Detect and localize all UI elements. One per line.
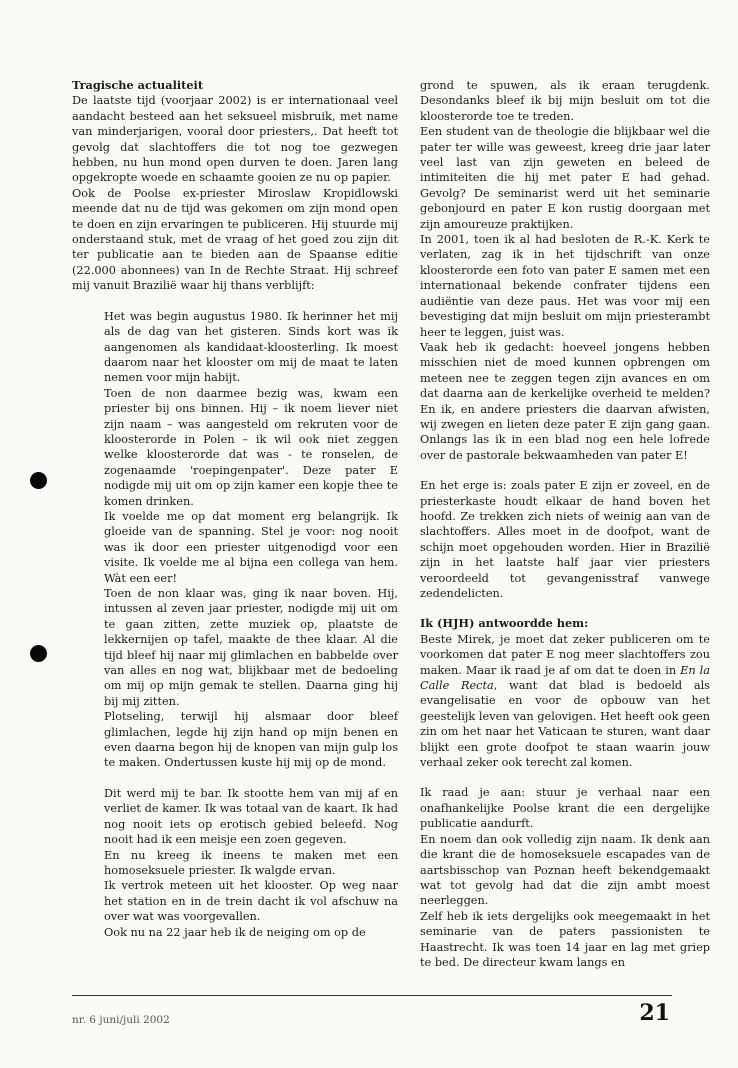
answer-heading: Ik (HJH) antwoordde hem: (420, 616, 589, 631)
answer-text-end: , want dat blad is bedoeld als evangelisatie en voor de opbouw van het geestelijk leven van gelovigen. Het heeft ook geen zin om het naar het Vaticaan te sturen, want daar blijkt een grote doofpot te staan waarin jouw verhaal zeker ook terecht zal komen. (420, 679, 710, 770)
letter-paragraph: En het erge is: zoals pater E zijn er zoveel, en de priesterkaste houdt elkaar de hand boven het hoofd. Ze trekken zich niets of weinig aan van de slachtoffers. Alles moet in de doofpot, want de schijn moet opgehouden worden. Hier in Brazilië zijn in het laatste half jaar vier priesters veroordeeld tot gevangenisstraf vanwege zedendelicten. (420, 479, 710, 600)
issue-label: nr. 6 juni/juli 2002 (72, 1014, 170, 1026)
left-column (72, 78, 398, 940)
answer-text-start: Beste Mirek, je moet dat zeker publiceren om te voorkomen dat pater E nog meer slachtoffers zou maken. Maar ik raad je af om dat te doen in (420, 632, 710, 677)
magazine-title: En la Calle Recta (420, 663, 710, 693)
answer-paragraph: Zelf heb ik iets dergelijks ook meegemaakt in het seminarie van de paters passionisten te Haastrecht. Ik was toen 14 jaar en lag met griep te bed. De directeur kwam langs en (420, 909, 710, 969)
letter-paragraph: Vaak heb ik gedacht: hoeveel jongens hebben misschien niet de moed kunnen opbrengen om meteen nee te zeggen tegen zijn avances en om dat daarna aan de kerkelijke overheid te melden? En ik, en andere priesters die daarvan afwisten, wij zwegen en lieten deze pater E zijn gang gaan. Onlangs las ik in een blad nog een hele lofrede over de pastorale bekwaamheden van pater E! (420, 340, 710, 462)
page-number: 21 (639, 1000, 670, 1026)
right-column (420, 78, 710, 970)
letter-paragraph: En nu kreeg ik ineens te maken met een homoseksuele priester. Ik walgde ervan. (104, 848, 398, 877)
letter-paragraph: Het was begin augustus 1980. Ik herinner het mij als de dag van het gisteren. Sinds kort was ik aangenomen als kandidaat-kloosterling. Ik moest daarom naar het klooster om mij de maat te laten nemen voor mijn habijt. (104, 309, 398, 385)
letter-paragraph: Dit werd mij te bar. Ik stootte hem van mij af en verliet de kamer. Ik was totaal van de kaart. Ik had nog nooit iets op erotisch gebied beleefd. Nog nooit had ik een meisje een zoen gegeven. (104, 786, 398, 847)
letter-paragraph: In 2001, toen ik al had besloten de R.-K. Kerk te verlaten, zag ik in het tijdschrift van onze kloosterorde een foto van pater E samen met een internationaal bekende confrater tijdens een audiëntie van deze paus. Het was voor mij een bevestiging dat mijn besluit om mijn priesterambt heer te leggen, juist was. (420, 233, 710, 339)
footer-rule (72, 995, 672, 996)
answer-paragraph: Ik raad je aan: stuur je verhaal naar een onafhankelijke Poolse krant die een dergelijke publicatie aandurft. (420, 786, 710, 831)
letter-paragraph: Ook nu na 22 jaar heb ik de neiging om op de (104, 925, 366, 939)
punch-hole-top (30, 472, 47, 489)
intro-paragraph: De laatste tijd (voorjaar 2002) is er internationaal veel aandacht besteed aan het seksueel misbruik, met name van minderjarigen, vooral door priesters,. Dat heeft tot gevolg dat slachtoffers die tot nog toe gezwegen hebben, nu hun mond open durven te doen. Jaren lang opgekropte woede en schaamte gooien ze nu op papier. (72, 94, 398, 185)
letter-paragraph: Ik vertrok meteen uit het klooster. Op weg naar het station en in de trein dacht ik vol afschuw na over wat was voorgevallen. (104, 879, 398, 924)
letter-paragraph: Een student van de theologie die blijkbaar wel die pater ter wille was geweest, kreeg drie jaar later veel last van zijn geweten en beleed de intimiteiten die hij met pater E had gehad. Gevolg? De seminarist werd uit het seminarie gebonjourd en pater E kon rustig doorgaan met zijn amoureuze praktijken. (420, 125, 710, 231)
letter-paragraph: Toen de non daarmee bezig was, kwam een priester bij ons binnen. Hij – ik noem liever niet zijn naam – was aangesteld om rekruten voor de kloosterorde in Polen – ik wil ook niet zeggen welke kloosterorde dat was - te ronselen, de zogenaamde 'roepingenpater'. Deze pater E nodigde mij uit om op zijn kamer een kopje thee te komen drinken. (104, 386, 398, 508)
answer-paragraph: En noem dan ook volledig zijn naam. Ik denk aan die krant die de homoseksuele escapades van de aartsbisschop van Poznan heeft bekendgemaakt wat tot gevolg had dat die zijn ambt moest neerleggen. (420, 832, 710, 908)
letter-paragraph: Plotseling, terwijl hij alsmaar door bleef glimlachen, legde hij zijn hand op mijn benen en even daarna begon hij de knopen van mijn gulp los te maken. Ondertussen kuste hij mij op de mond. (104, 710, 398, 770)
letter-paragraph: Ik voelde me op dat moment erg belangrijk. Ik gloeide van de spanning. Stel je voor: nog nooit was ik door een priester uitgenodigd voor een visite. Ik voelde me al bijna een collega van hem. Wàt een eer! (104, 509, 398, 585)
answer-paragraph (420, 632, 710, 771)
intro-paragraph: Ook de Poolse ex-priester Miroslaw Kropidlowski meende dat nu de tijd was gekomen om zijn mond open te doen en zijn ervaringen te publiceren. Hij stuurde mij onderstaand stuk, met de vraag of het goed zou zijn dit ter publicatie aan te bieden aan de Spaanse editie (22.000 abonnees) van In de Rechte Straat. Hij schreef mij vanuit Brazilië waar hij thans verblijft: (72, 186, 398, 293)
letter-paragraph: grond te spuwen, als ik eraan terugdenk. Desondanks bleef ik bij mijn besluit om tot die kloosterorde toe te treden. (420, 79, 710, 123)
punch-hole-bottom (30, 645, 47, 662)
section-heading: Tragische actualiteit (72, 78, 204, 92)
letter-paragraph: Toen de non klaar was, ging ik naar boven. Hij, intussen al zeven jaar priester, nodigde mij uit om te gaan zitten, zette muziek op, plaatste de lekkernijen op tafel, maakte de thee klaar. Al die tijd bleef hij naar mij glimlachen en babbelde over van alles en nog wat, blijkbaar met de bedoeling om mij op mijn gemak te stellen. Daarna ging hij bij mij zitten. (104, 587, 398, 708)
